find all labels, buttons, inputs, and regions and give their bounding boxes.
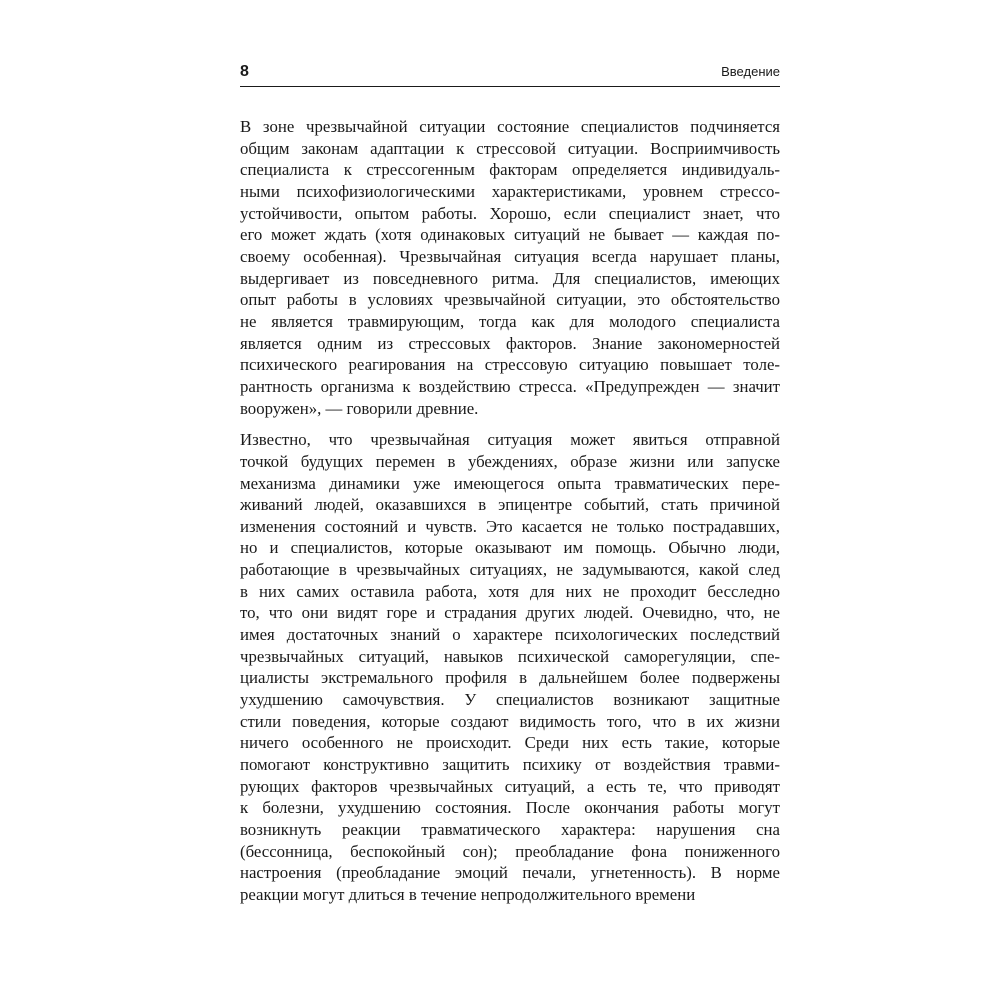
text-line: то, что они видят горе и страдания других людей. Очевидно, что, не bbox=[240, 603, 780, 623]
text-line: ничего особенного не происходит. Среди них есть такие, которые bbox=[240, 733, 780, 753]
text-line: его может ждать (хотя одинаковых ситуаций не бывает — каждая по- bbox=[240, 225, 780, 245]
text-line: не является травмирующим, тогда как для молодого специалиста bbox=[240, 311, 780, 331]
body-text bbox=[240, 116, 780, 906]
text-line: стили поведения, которые создают видимость того, что в их жизни bbox=[240, 711, 780, 731]
paragraph-2 bbox=[240, 429, 780, 905]
page-header bbox=[240, 62, 780, 84]
header-rule bbox=[240, 86, 780, 87]
text-line: но и специалистов, которые оказывают им помощь. Обычно люди, bbox=[240, 538, 780, 558]
running-head: Введение bbox=[721, 64, 780, 79]
text-line: (бессонница, беспокойный сон); преобладание фона пониженного bbox=[240, 841, 780, 861]
text-line: ными психофизиологическими характеристиками, уровнем стрессо- bbox=[240, 181, 780, 201]
text-line: В зоне чрезвычайной ситуации состояние специалистов подчиняется bbox=[240, 117, 780, 136]
text-line: помогают конструктивно защитить психику от воздействия травми- bbox=[240, 755, 780, 775]
text-line: в них самих оставила работа, хотя для них не проходит бесследно bbox=[240, 581, 780, 601]
text-line: опыт работы в условиях чрезвычайной ситуации, это обстоятельство bbox=[240, 290, 780, 310]
text-line: имея достаточных знаний о характере психологических последствий bbox=[240, 625, 780, 645]
page-number: 8 bbox=[240, 63, 249, 80]
text-line: психического реагирования на стрессовую ситуацию повышает толе- bbox=[240, 355, 780, 375]
text-line: работающие в чрезвычайных ситуациях, не задумываются, какой след bbox=[240, 560, 780, 580]
text-line: ухудшению самочувствия. У специалистов возникают защитные bbox=[240, 690, 780, 710]
paragraph-1 bbox=[240, 116, 780, 419]
text-line: является одним из стрессовых факторов. Знание закономерностей bbox=[240, 333, 780, 353]
text-line: живаний людей, оказавшихся в эпицентре событий, стать причиной bbox=[240, 495, 780, 515]
text-line: механизма динамики уже имеющегося опыта травматических пере- bbox=[240, 473, 780, 493]
text-line: специалиста к стрессогенным факторам определяется индивидуаль- bbox=[240, 160, 780, 180]
text-line: к болезни, ухудшению состояния. После окончания работы могут bbox=[240, 798, 780, 818]
text-line: изменения состояний и чувств. Это касается не только пострадавших, bbox=[240, 516, 780, 536]
text-line: чрезвычайных ситуаций, навыков психической саморегуляции, спе- bbox=[240, 646, 780, 666]
text-line: вооружен», — говорили древние. bbox=[240, 398, 479, 418]
text-line: Известно, что чрезвычайная ситуация может явиться отправной bbox=[240, 430, 780, 450]
text-line: устойчивости, опытом работы. Хорошо, если специалист знает, что bbox=[240, 203, 780, 223]
text-line: своему особенная). Чрезвычайная ситуация всегда нарушает планы, bbox=[240, 246, 780, 266]
text-line: общим законам адаптации к стрессовой ситуации. Восприимчивость bbox=[240, 138, 780, 158]
text-line: выдергивает из повседневного ритма. Для специалистов, имеющих bbox=[240, 268, 780, 288]
text-line: настроения (преобладание эмоций печали, угнетенность). В норме bbox=[240, 863, 780, 883]
text-line: возникнуть реакции травматического характера: нарушения сна bbox=[240, 820, 780, 839]
text-line: рующих факторов чрезвычайных ситуаций, а есть те, что приводят bbox=[240, 776, 780, 796]
text-line: точкой будущих перемен в убеждениях, образе жизни или запуске bbox=[240, 451, 780, 471]
text-line: рантность организма к воздействию стресса. «Предупрежден — значит bbox=[240, 376, 780, 396]
text-line: циалисты экстремального профиля в дальнейшем более подвержены bbox=[240, 668, 780, 688]
text-line: реакции могут длиться в течение непродолжительного времени bbox=[240, 884, 696, 904]
